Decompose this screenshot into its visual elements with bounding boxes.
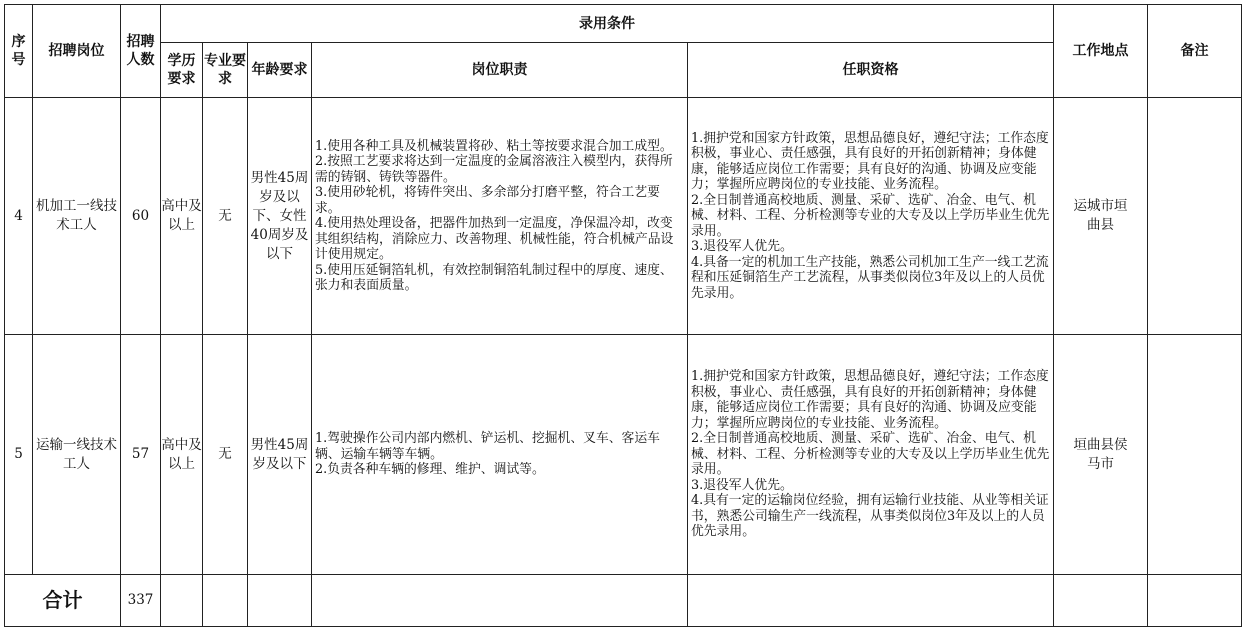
row-major: 无 xyxy=(203,98,248,335)
header-remarks: 备注 xyxy=(1148,5,1242,98)
total-empty-cell xyxy=(688,575,1054,627)
duty-item: 1.使用各种工具及机械装置将砂、粘土等按要求混合加工成型。 xyxy=(315,138,673,154)
row-education: 高中及以上 xyxy=(161,98,203,335)
total-empty-cell xyxy=(312,575,688,627)
qualification-item: 2.全日制普通高校地质、测量、采矿、选矿、冶金、电气、机械、材料、工程、分析检测等专业的大专及以上学历毕业生优先录用。 xyxy=(691,431,1050,478)
row-qualifications xyxy=(688,335,1054,575)
duty-item: 1.驾驶操作公司内部内燃机、铲运机、挖掘机、叉车、客运车辆、运输车辆等车辆。 xyxy=(315,431,660,462)
total-row xyxy=(5,575,1242,627)
total-headcount: 337 xyxy=(121,575,161,627)
row-education: 高中及以上 xyxy=(161,335,203,575)
header-row-1 xyxy=(5,5,1242,43)
header-conditions: 录用条件 xyxy=(161,5,1054,43)
header-duties: 岗位职责 xyxy=(312,43,688,98)
duty-item: 3.使用砂轮机，将铸件突出、多余部分打磨平整，符合工艺要求。 xyxy=(315,185,660,216)
row-duties xyxy=(312,98,688,335)
total-empty-cell xyxy=(1054,575,1148,627)
row-location: 运城市垣曲县 xyxy=(1054,98,1148,335)
total-empty-cell xyxy=(203,575,248,627)
total-label: 合计 xyxy=(5,575,121,627)
row-position: 机加工一线技术工人 xyxy=(33,98,121,335)
header-major: 专业要求 xyxy=(203,43,248,98)
qualification-item: 3.退役军人优先。 xyxy=(691,239,793,255)
row-age: 男性45周岁及以下 xyxy=(248,335,312,575)
row-headcount: 57 xyxy=(121,335,161,575)
row-index: 5 xyxy=(5,335,33,575)
header-education: 学历要求 xyxy=(161,43,203,98)
qualification-item: 4.具备一定的机加工生产技能，熟悉公司机加工生产一线工艺流程和压延铜箔生产工艺流程，从事类似岗位3年及以上的人员优先录用。 xyxy=(691,254,1049,301)
total-empty-cell xyxy=(248,575,312,627)
header-index: 序号 xyxy=(5,5,33,98)
qualification-item: 1.拥护党和国家方针政策，思想品德良好，遵纪守法；工作态度积极，事业心、责任感强，具有良好的开拓创新精神；身体健康，能够适应岗位工作需要；具有良好的沟通、协调及应变能力；掌握所应聘岗位的专业技能、业务流程。 xyxy=(691,130,1049,193)
row-major: 无 xyxy=(203,335,248,575)
row-qualifications xyxy=(688,98,1054,335)
table-row xyxy=(5,98,1242,335)
header-age: 年龄要求 xyxy=(248,43,312,98)
duty-item: 2.负责各种车辆的修理、维护、调试等。 xyxy=(315,462,545,478)
qualification-item: 2.全日制普通高校地质、测量、采矿、选矿、冶金、电气、机械、材料、工程、分析检测等专业的大专及以上学历毕业生优先录用。 xyxy=(691,192,1050,239)
row-duties xyxy=(312,335,688,575)
qualification-item: 1.拥护党和国家方针政策，思想品德良好，遵纪守法；工作态度积极，事业心、责任感强，具有良好的开拓创新精神；身体健康，能够适应岗位工作需要；具有良好的沟通、协调及应变能力；掌握所应聘岗位的专业技能、业务流程。 xyxy=(691,369,1049,431)
row-age: 男性45周岁及以下、女性40周岁及以下 xyxy=(248,98,312,335)
duty-item: 5.使用压延铜箔轧机，有效控制铜箔轧制过程中的厚度、速度、张力和表面质量。 xyxy=(315,262,673,293)
header-headcount: 招聘人数 xyxy=(121,5,161,98)
row-index: 4 xyxy=(5,98,33,335)
qualification-item: 4.具有一定的运输岗位经验，拥有运输行业技能、从业等相关证书，熟悉公司输生产一线流程，从事类似岗位3年及以上的人员优先录用。 xyxy=(691,493,1049,540)
duty-item: 4.使用热处理设备，把器件加热到一定温度，净保温冷却，改变其组织结构，消除应力、改善物理、机械性能，符合机械产品设计使用规定。 xyxy=(315,216,674,262)
row-remarks xyxy=(1148,98,1242,335)
qualification-item: 3.退役军人优先。 xyxy=(691,477,793,493)
row-location: 垣曲县侯马市 xyxy=(1054,335,1148,575)
row-headcount: 60 xyxy=(121,98,161,335)
header-qualifications: 任职资格 xyxy=(688,43,1054,98)
total-empty-cell xyxy=(1148,575,1242,627)
table-row xyxy=(5,335,1242,575)
recruitment-table xyxy=(4,4,1242,627)
header-location: 工作地点 xyxy=(1054,5,1148,98)
header-position: 招聘岗位 xyxy=(33,5,121,98)
total-empty-cell xyxy=(161,575,203,627)
row-position: 运输一线技术工人 xyxy=(33,335,121,575)
row-remarks xyxy=(1148,335,1242,575)
duty-item: 2.按照工艺要求将达到一定温度的金属溶液注入模型内，获得所需的铸钢、铸铁等器件。 xyxy=(315,154,673,185)
